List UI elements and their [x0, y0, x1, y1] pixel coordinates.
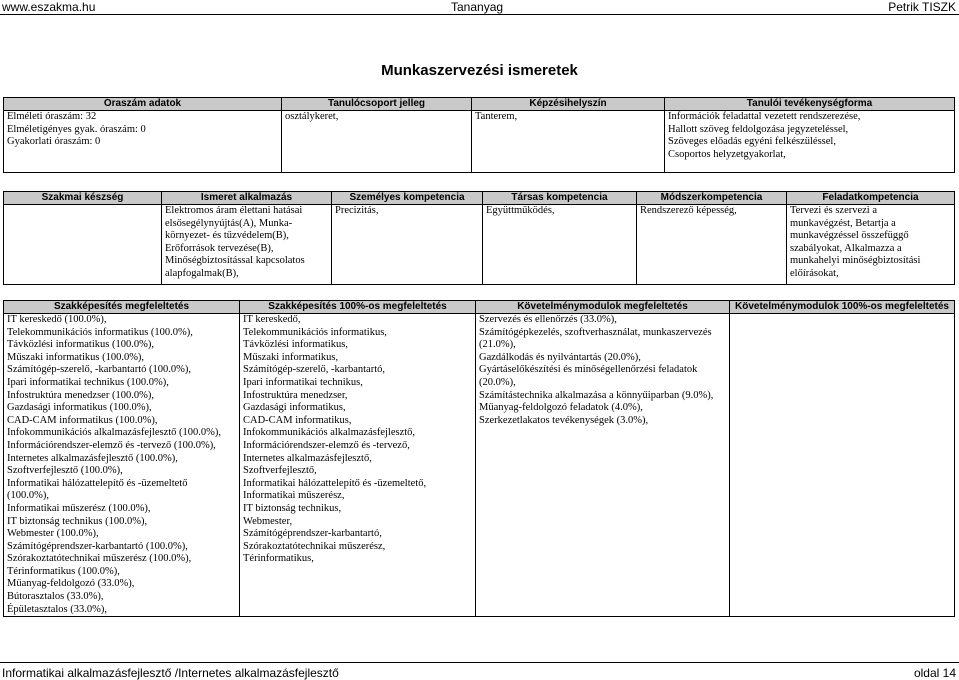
list-item: Épületasztalos (33.0%), [7, 603, 108, 615]
list-item: Ipari informatikai technikus (100.0%), [7, 376, 169, 388]
list-item: Távközlési informatikus (100.0%), [7, 339, 154, 351]
page-title: Munkaszervezési ismeretek [381, 62, 578, 79]
list-item: Bútorasztalos (33.0%), [7, 591, 104, 603]
list-item: Webmester (100.0%), [7, 528, 99, 540]
list-item: IT kereskedő (100.0%), [7, 314, 107, 325]
list-item: Műszaki informatikus, [243, 351, 339, 363]
list-item: Szórakoztatótechnikai műszerész (100.0%), [7, 553, 192, 565]
list-item: Internetes alkalmazásfejlesztő (100.0%), [7, 452, 178, 464]
col-header: Képzésihelyszín [472, 98, 665, 111]
qualification-list [4, 314, 240, 617]
list-item: Gazdálkodás és nyilvántartás (20.0%), [479, 351, 641, 363]
col-header: Társas kompetencia [483, 192, 637, 205]
list-item: Számítógép-szerelő, -karbantartó (100.0%), [7, 364, 191, 376]
col-header: Szakképesítés 100%-os megfeleltetés [240, 301, 476, 314]
task-cell: Tervezi és szervezi a munkavégzést, Betartja a munkavégzéssel összefüggő szabályokat, Alkalmazza a munkahelyi minőségbiztosítási előírásokat, [787, 205, 955, 285]
list-item: Információrendszer-elemző és -tervező, [243, 439, 410, 451]
list-item: Műszaki informatikus (100.0%), [7, 351, 145, 363]
footer-rule [0, 662, 959, 663]
col-header: Feladatkompetencia [787, 192, 955, 205]
list-item: Informatikai műszerész (100.0%), [7, 502, 151, 514]
list-item: Szórakoztatótechnikai műszerész, [243, 540, 386, 552]
list-item: Informatikai hálózattelepítő és -üzemeltető, [243, 477, 427, 489]
list-item: Internetes alkalmazásfejlesztő, [243, 452, 372, 464]
list-item: Számítógépkezelés, szoftverhasználat, munkaszervezés [479, 326, 712, 338]
list-item: Infokommunikációs alkalmazásfejlesztő (100.0%), [7, 427, 222, 439]
list-item: Gazdasági informatikus, [243, 402, 346, 414]
list-item: Számítógéprendszer-karbantartó (100.0%), [7, 540, 188, 552]
col-header: Óraszám adatok [4, 98, 282, 111]
method-cell: Rendszerező képesség, [637, 205, 787, 285]
list-item: Szerkezetlakatos tevékenységek (3.0%), [479, 414, 649, 426]
list-item: (100.0%), [7, 490, 49, 502]
list-item: Műanyag-feldolgozó (33.0%), [7, 578, 135, 590]
list-item: Számítástechnika alkalmazása a könnyűiparban (9.0%), [479, 389, 714, 401]
personal-cell: Precizitás, [332, 205, 483, 285]
col-header: Követelménymodulok 100%-os megfeleltetés [730, 301, 955, 314]
col-header: Szakképesítés megfeleltetés [4, 301, 240, 314]
list-item: Infostruktúra menedzser, [243, 389, 348, 401]
module-full-list [730, 314, 955, 617]
list-item: IT biztonság technikus, [243, 502, 342, 514]
list-item: IT biztonság technikus (100.0%), [7, 515, 148, 527]
list-item: (21.0%), [479, 339, 516, 351]
list-item: Számítógéprendszer-karbantartó, [243, 528, 382, 540]
list-item: Webmester, [243, 515, 293, 527]
col-header: Ismeret alkalmazás [162, 192, 332, 205]
col-header: Követelménymodulok megfeleltetés [476, 301, 730, 314]
group-cell: osztálykeret, [282, 111, 472, 173]
list-item: Informatikai műszerész, [243, 490, 345, 502]
list-item: IT kereskedő, [243, 314, 301, 325]
qualification-full-list [240, 314, 476, 617]
list-item: Infostruktúra menedzser (100.0%), [7, 389, 154, 401]
list-item: Telekommunikációs informatikus (100.0%), [7, 326, 193, 338]
list-item: Ipari informatikai technikus, [243, 376, 363, 388]
list-item: Térinformatikus (100.0%), [7, 565, 120, 577]
list-item: Gyártáselőkészítési és minőségellenőrzési feladatok [479, 364, 698, 376]
competence-table [3, 191, 955, 285]
list-item: Számítógép-szerelő, -karbantartó, [243, 364, 385, 376]
list-item: Szervezés és ellenőrzés (33.0%), [479, 314, 617, 325]
list-item: Informatikai hálózattelepítő és -üzemeltető [7, 477, 188, 489]
header-site-link[interactable]: www.eszakma.hu [2, 0, 96, 14]
activity-cell: Információk feladattal vezetett rendszerezése, Hallott szöveg feldolgozása jegyzeteléssel, Szöveges előadás egyéni felkészüléssel, Csoportos helyzetgyakorlat, [665, 111, 955, 173]
header-org: Petrik TISZK [888, 0, 956, 14]
page-number: oldal 14 [913, 666, 956, 680]
page-header [0, 0, 959, 14]
col-header: Módszerkompetencia [637, 192, 787, 205]
place-cell: Tanterem, [472, 111, 665, 173]
list-item: (20.0%), [479, 376, 516, 388]
module-list [476, 314, 730, 617]
list-item: CAD-CAM informatikus, [243, 414, 352, 426]
knowledge-cell: Elektromos áram élettani hatásai elsősegélynyújtás(A), Munka- környezet- és tűzvédelem(B), Erőforrások tervezése(B), Minőségbiztosítással kapcsolatos alapfogalmak(B), [162, 205, 332, 285]
list-item: Infokommunikációs alkalmazásfejlesztő, [243, 427, 416, 439]
list-item: Szoftverfejlesztő (100.0%), [7, 465, 123, 477]
list-item: CAD-CAM informatikus (100.0%), [7, 414, 158, 426]
list-item: Térinformatikus, [243, 553, 314, 565]
footer-course: Informatikai alkalmazásfejlesztő /Internetes alkalmazásfejlesztő [2, 666, 339, 680]
col-header: Tanulócsoport jelleg [282, 98, 472, 111]
qualification-table [3, 300, 955, 617]
hours-cell: Elméleti óraszám: 32 Elméletigényes gyak. óraszám: 0 Gyakorlati óraszám: 0 [4, 111, 282, 173]
list-item: Gazdasági informatikus (100.0%), [7, 402, 152, 414]
col-header: Személyes kompetencia [332, 192, 483, 205]
hours-table [3, 97, 955, 173]
col-header: Szakmai készség [4, 192, 162, 205]
list-item: Műanyag-feldolgozó feladatok (4.0%), [479, 402, 643, 414]
col-header: Tanulói tevékenységforma [665, 98, 955, 111]
social-cell: Együttműködés, [483, 205, 637, 285]
header-section: Tananyag [451, 0, 504, 14]
list-item: Információrendszer-elemző és -tervező (100.0%), [7, 439, 216, 451]
header-rule [0, 14, 959, 15]
skill-cell [4, 205, 162, 285]
list-item: Telekommunikációs informatikus, [243, 326, 387, 338]
list-item: Távközlési informatikus, [243, 339, 348, 351]
list-item: Szoftverfejlesztő, [243, 465, 317, 477]
